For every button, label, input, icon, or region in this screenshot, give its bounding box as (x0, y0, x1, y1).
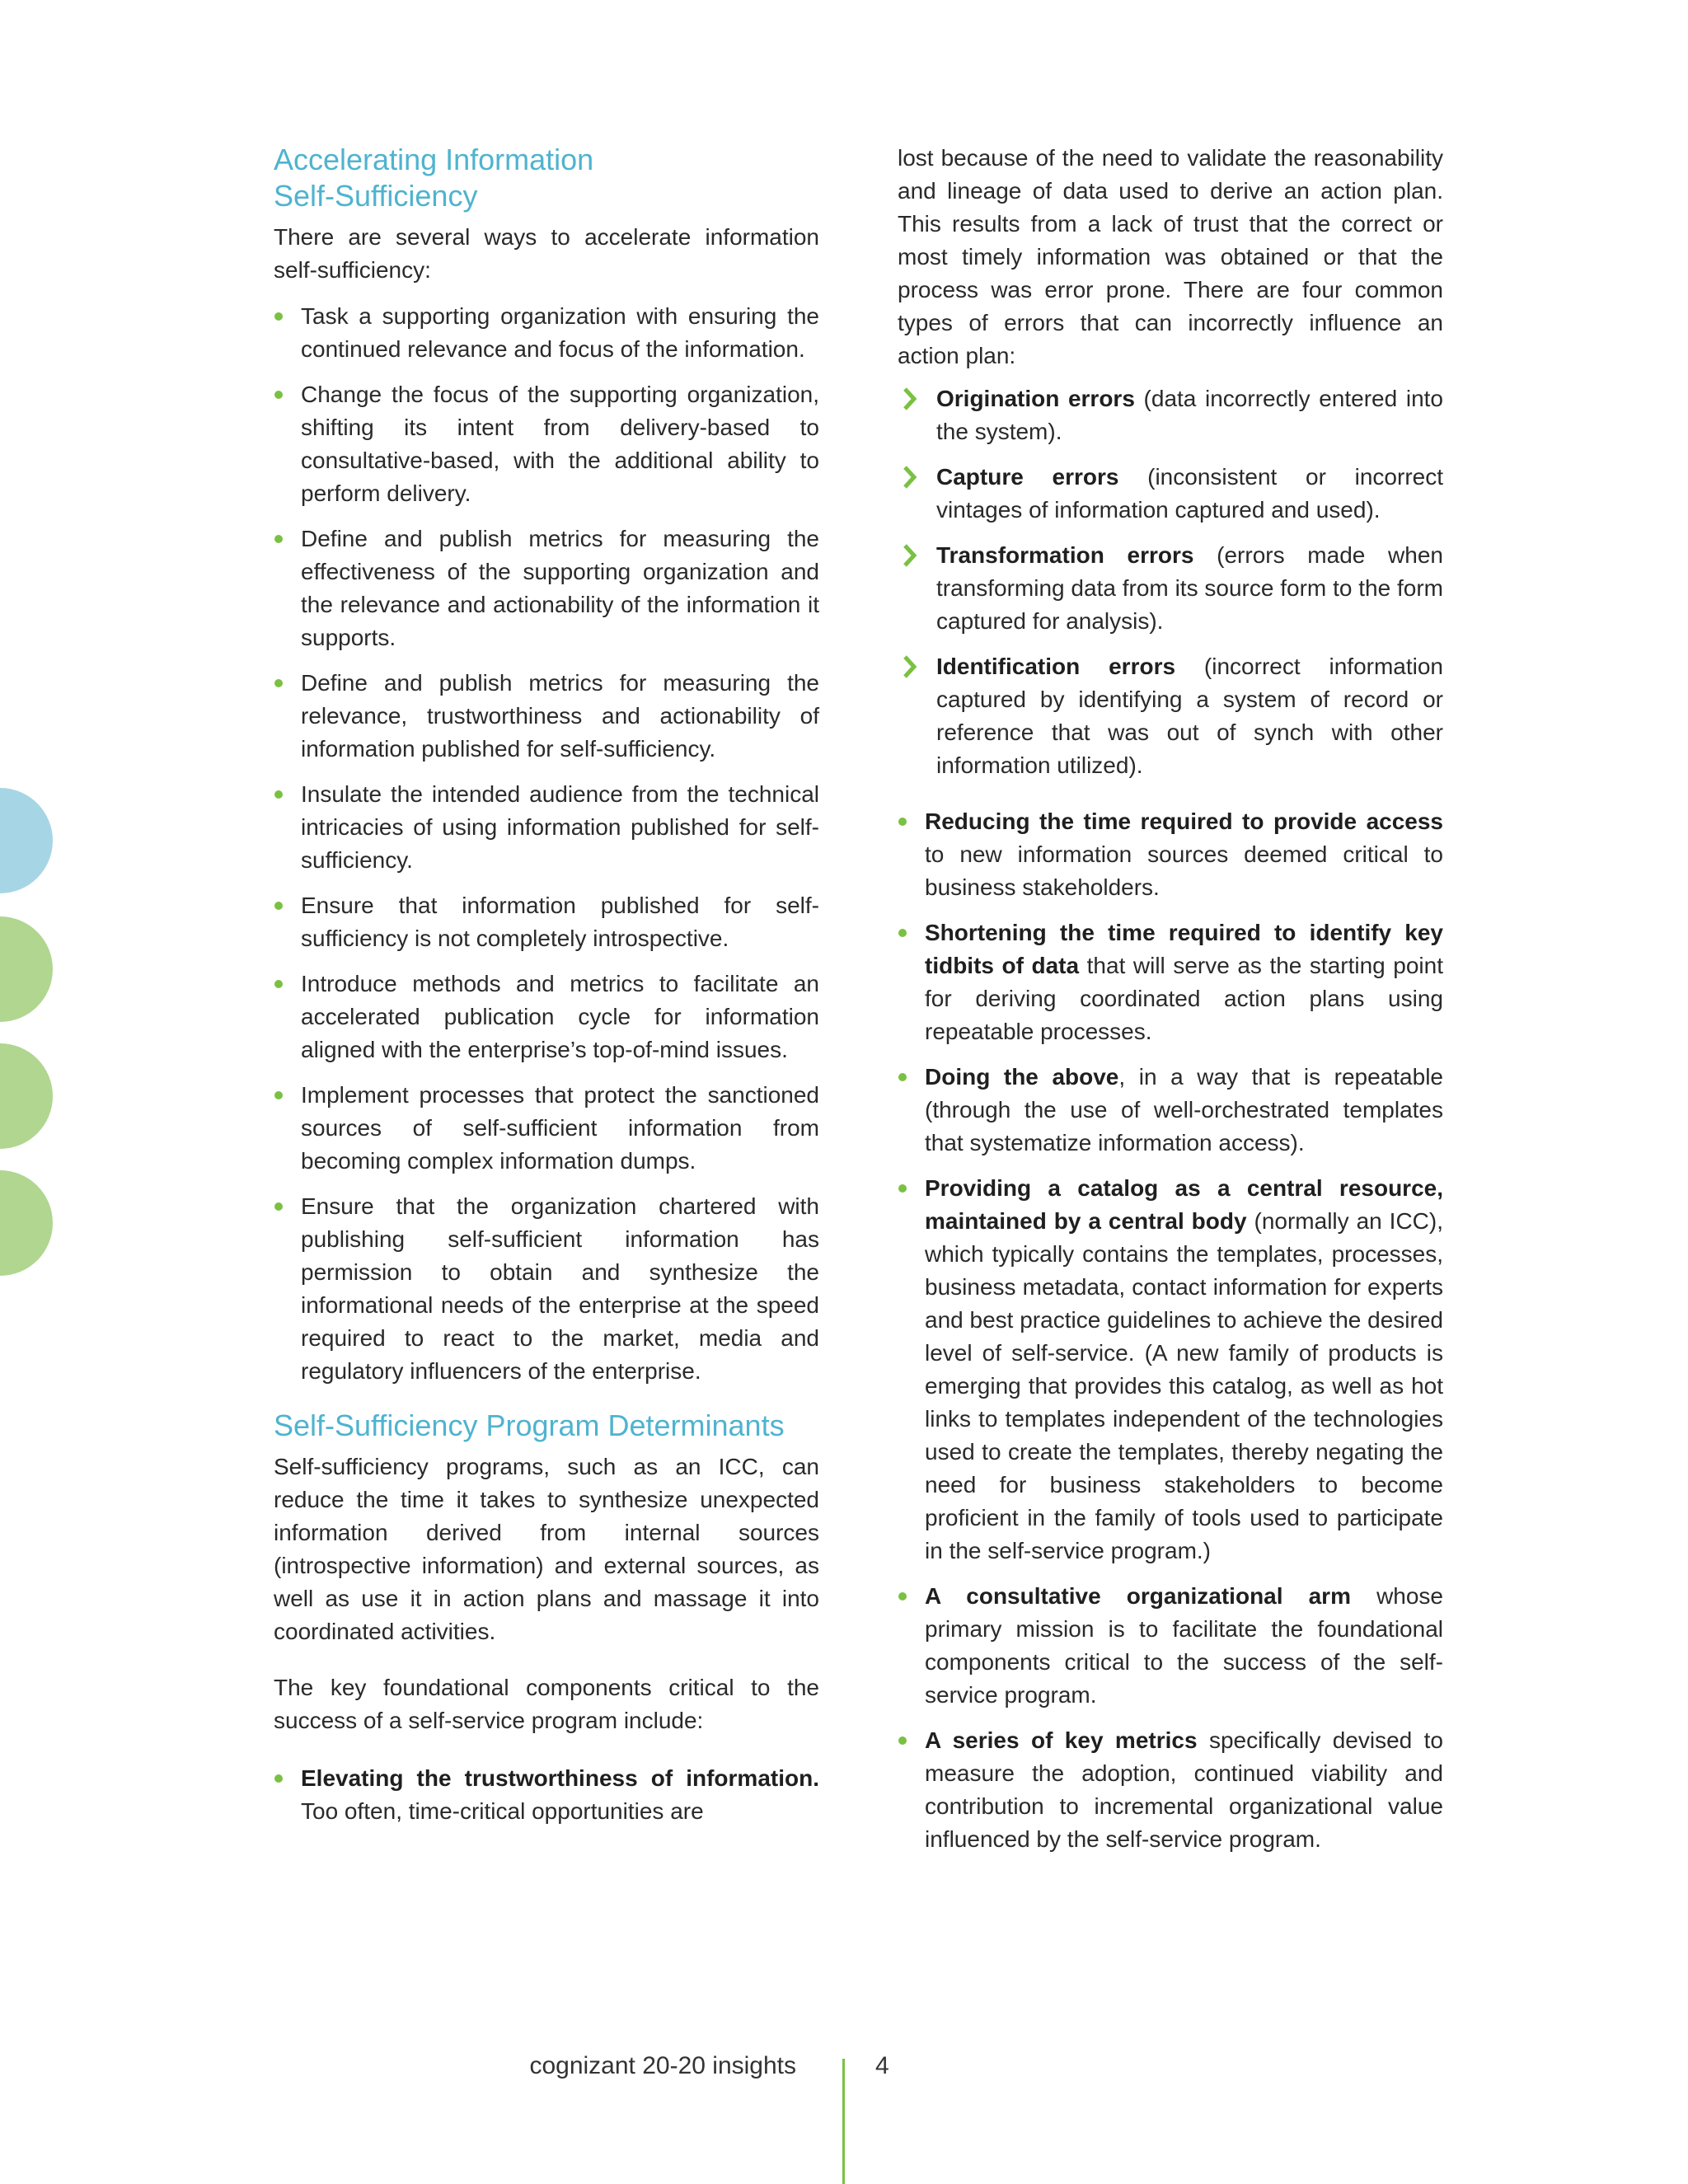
bold-lead: Origination errors (936, 386, 1135, 411)
chevron-right-icon (902, 654, 918, 680)
left-column (274, 142, 819, 1841)
bold-lead: Providing a catalog as a central resource, maintained by a central body (925, 1175, 1443, 1234)
list-item (898, 1172, 1443, 1568)
list-item: Introduce methods and metrics to facilitate an accelerated publication cycle for information aligned with the enterprise’s top-of-mind issues. (274, 968, 819, 1066)
bold-lead: A series of key metrics (925, 1727, 1198, 1753)
bold-lead: A consultative organizational arm (925, 1583, 1351, 1609)
footer-divider (842, 2059, 845, 2184)
continuation-paragraph: lost because of the need to validate the reasonability and lineage of data used to derive an action plan. This results from a lack of trust that the correct or most timely information was obtained or that the process was error prone. There are four common types of errors that can incorrectly influence an action plan: (898, 145, 1443, 368)
footer-publication-name: cognizant 20-20 insights (529, 2052, 796, 2079)
bold-lead: Elevating the trustworthiness of information. (301, 1765, 819, 1791)
bold-lead: Shortening the time required to identify key tidbits of data (925, 920, 1443, 978)
decorative-circle-green-2 (0, 1043, 53, 1149)
accelerate-bullet-list (274, 300, 819, 1388)
list-item: Define and publish metrics for measuring the effectiveness of the supporting organization and the relevance and actionability of the information it supports. (274, 523, 819, 654)
list-item (898, 461, 1443, 527)
page-number: 4 (875, 2052, 889, 2079)
list-item (898, 650, 1443, 782)
section-heading-determinants: Self-Sufficiency Program Determinants (274, 1408, 785, 1442)
item-text: that will serve as the starting point for deriving coordinated action plans using repeatable processes. (925, 953, 1444, 1044)
components-bullet-list-continued (898, 805, 1443, 1856)
item-text: (errors made when transforming data from its source form to the form captured for analysis). (936, 542, 1443, 634)
bold-lead: Identification errors (936, 654, 1176, 679)
bold-lead: Doing the above (925, 1064, 1119, 1090)
chevron-right-icon (902, 386, 918, 412)
list-item: Ensure that the organization chartered with publishing self-sufficient information has permission to obtain and synthesize the informational needs of the enterprise at the speed required to react to the market, media and regulatory influencers of the enterprise. (274, 1190, 819, 1388)
item-text: (normally an ICC), which typically contains the templates, processes, business metadata, contact information for experts and best practice guidelines to achieve the desired level of self-service. (A new family of products is emerging that provides this catalog, as well as hot links to templates independent of the technologies used to create the templates, thereby negating the need for business stakeholders to become proficient in the family of tools used to participate in the self-service program.) (925, 1208, 1444, 1563)
bold-lead: Transformation errors (936, 542, 1194, 568)
decorative-circle-green-1 (0, 916, 53, 1022)
list-item (898, 539, 1443, 638)
chevron-right-icon (902, 464, 918, 490)
item-text: whose primary mission is to facilitate the foundational components critical to the success of the self-service program. (925, 1583, 1444, 1708)
list-item (898, 1061, 1443, 1160)
list-item: Change the focus of the supporting organization, shifting its intent from delivery-based to consultative-based, with the additional ability to perform delivery. (274, 378, 819, 510)
list-item (898, 382, 1443, 448)
section-heading-accelerating: Accelerating Information Self-Sufficiency (274, 143, 594, 213)
chevron-right-icon (902, 542, 918, 569)
item-text: , in a way that is repeatable (through the use of well-orchestrated templates that systematize information access). (925, 1064, 1443, 1155)
decorative-circle-blue (0, 788, 53, 893)
intro-paragraph: There are several ways to accelerate information self-sufficiency: (274, 224, 819, 283)
decorative-circle-green-3 (0, 1170, 53, 1276)
determinants-paragraph: Self-sufficiency programs, such as an ICC, can reduce the time it takes to synthesize unexpected information derived from internal sources (introspective information) and external sources, as well as use it in action plans and massage it into coordinated activities. (274, 1454, 819, 1644)
item-text: (data incorrectly entered into the system). (936, 386, 1443, 444)
item-text: (inconsistent or incorrect vintages of information captured and used). (936, 464, 1443, 523)
list-item (898, 805, 1443, 904)
error-types-list (898, 382, 1443, 782)
right-column (898, 142, 1443, 1869)
list-item: Implement processes that protect the sanctioned sources of self-sufficient information from becoming complex information dumps. (274, 1079, 819, 1178)
list-item (898, 916, 1443, 1048)
components-intro-paragraph: The key foundational components critical to the success of a self-service program include: (274, 1675, 819, 1733)
bold-lead: Capture errors (936, 464, 1119, 490)
components-bullet-list-start (274, 1762, 819, 1828)
item-text: specifically devised to measure the adoption, continued viability and contribution to incremental organizational value influenced by the self-service program. (925, 1727, 1443, 1852)
list-item (898, 1724, 1443, 1856)
list-item: Define and publish metrics for measuring the relevance, trustworthiness and actionability of information published for self-sufficiency. (274, 667, 819, 766)
list-item (274, 1762, 819, 1828)
item-text: (incorrect information captured by identifying a system of record or reference that was out of synch with other information utilized). (936, 654, 1444, 778)
bold-lead: Reducing the time required to provide access (925, 808, 1443, 834)
list-item: Ensure that information published for self-sufficiency is not completely introspective. (274, 889, 819, 955)
list-item: Insulate the intended audience from the technical intricacies of using information published for self-sufficiency. (274, 778, 819, 877)
list-item: Task a supporting organization with ensuring the continued relevance and focus of the information. (274, 300, 819, 366)
item-text: to new information sources deemed critical to business stakeholders. (925, 841, 1443, 900)
item-text: Too often, time-critical opportunities are (301, 1798, 704, 1824)
list-item (898, 1580, 1443, 1712)
